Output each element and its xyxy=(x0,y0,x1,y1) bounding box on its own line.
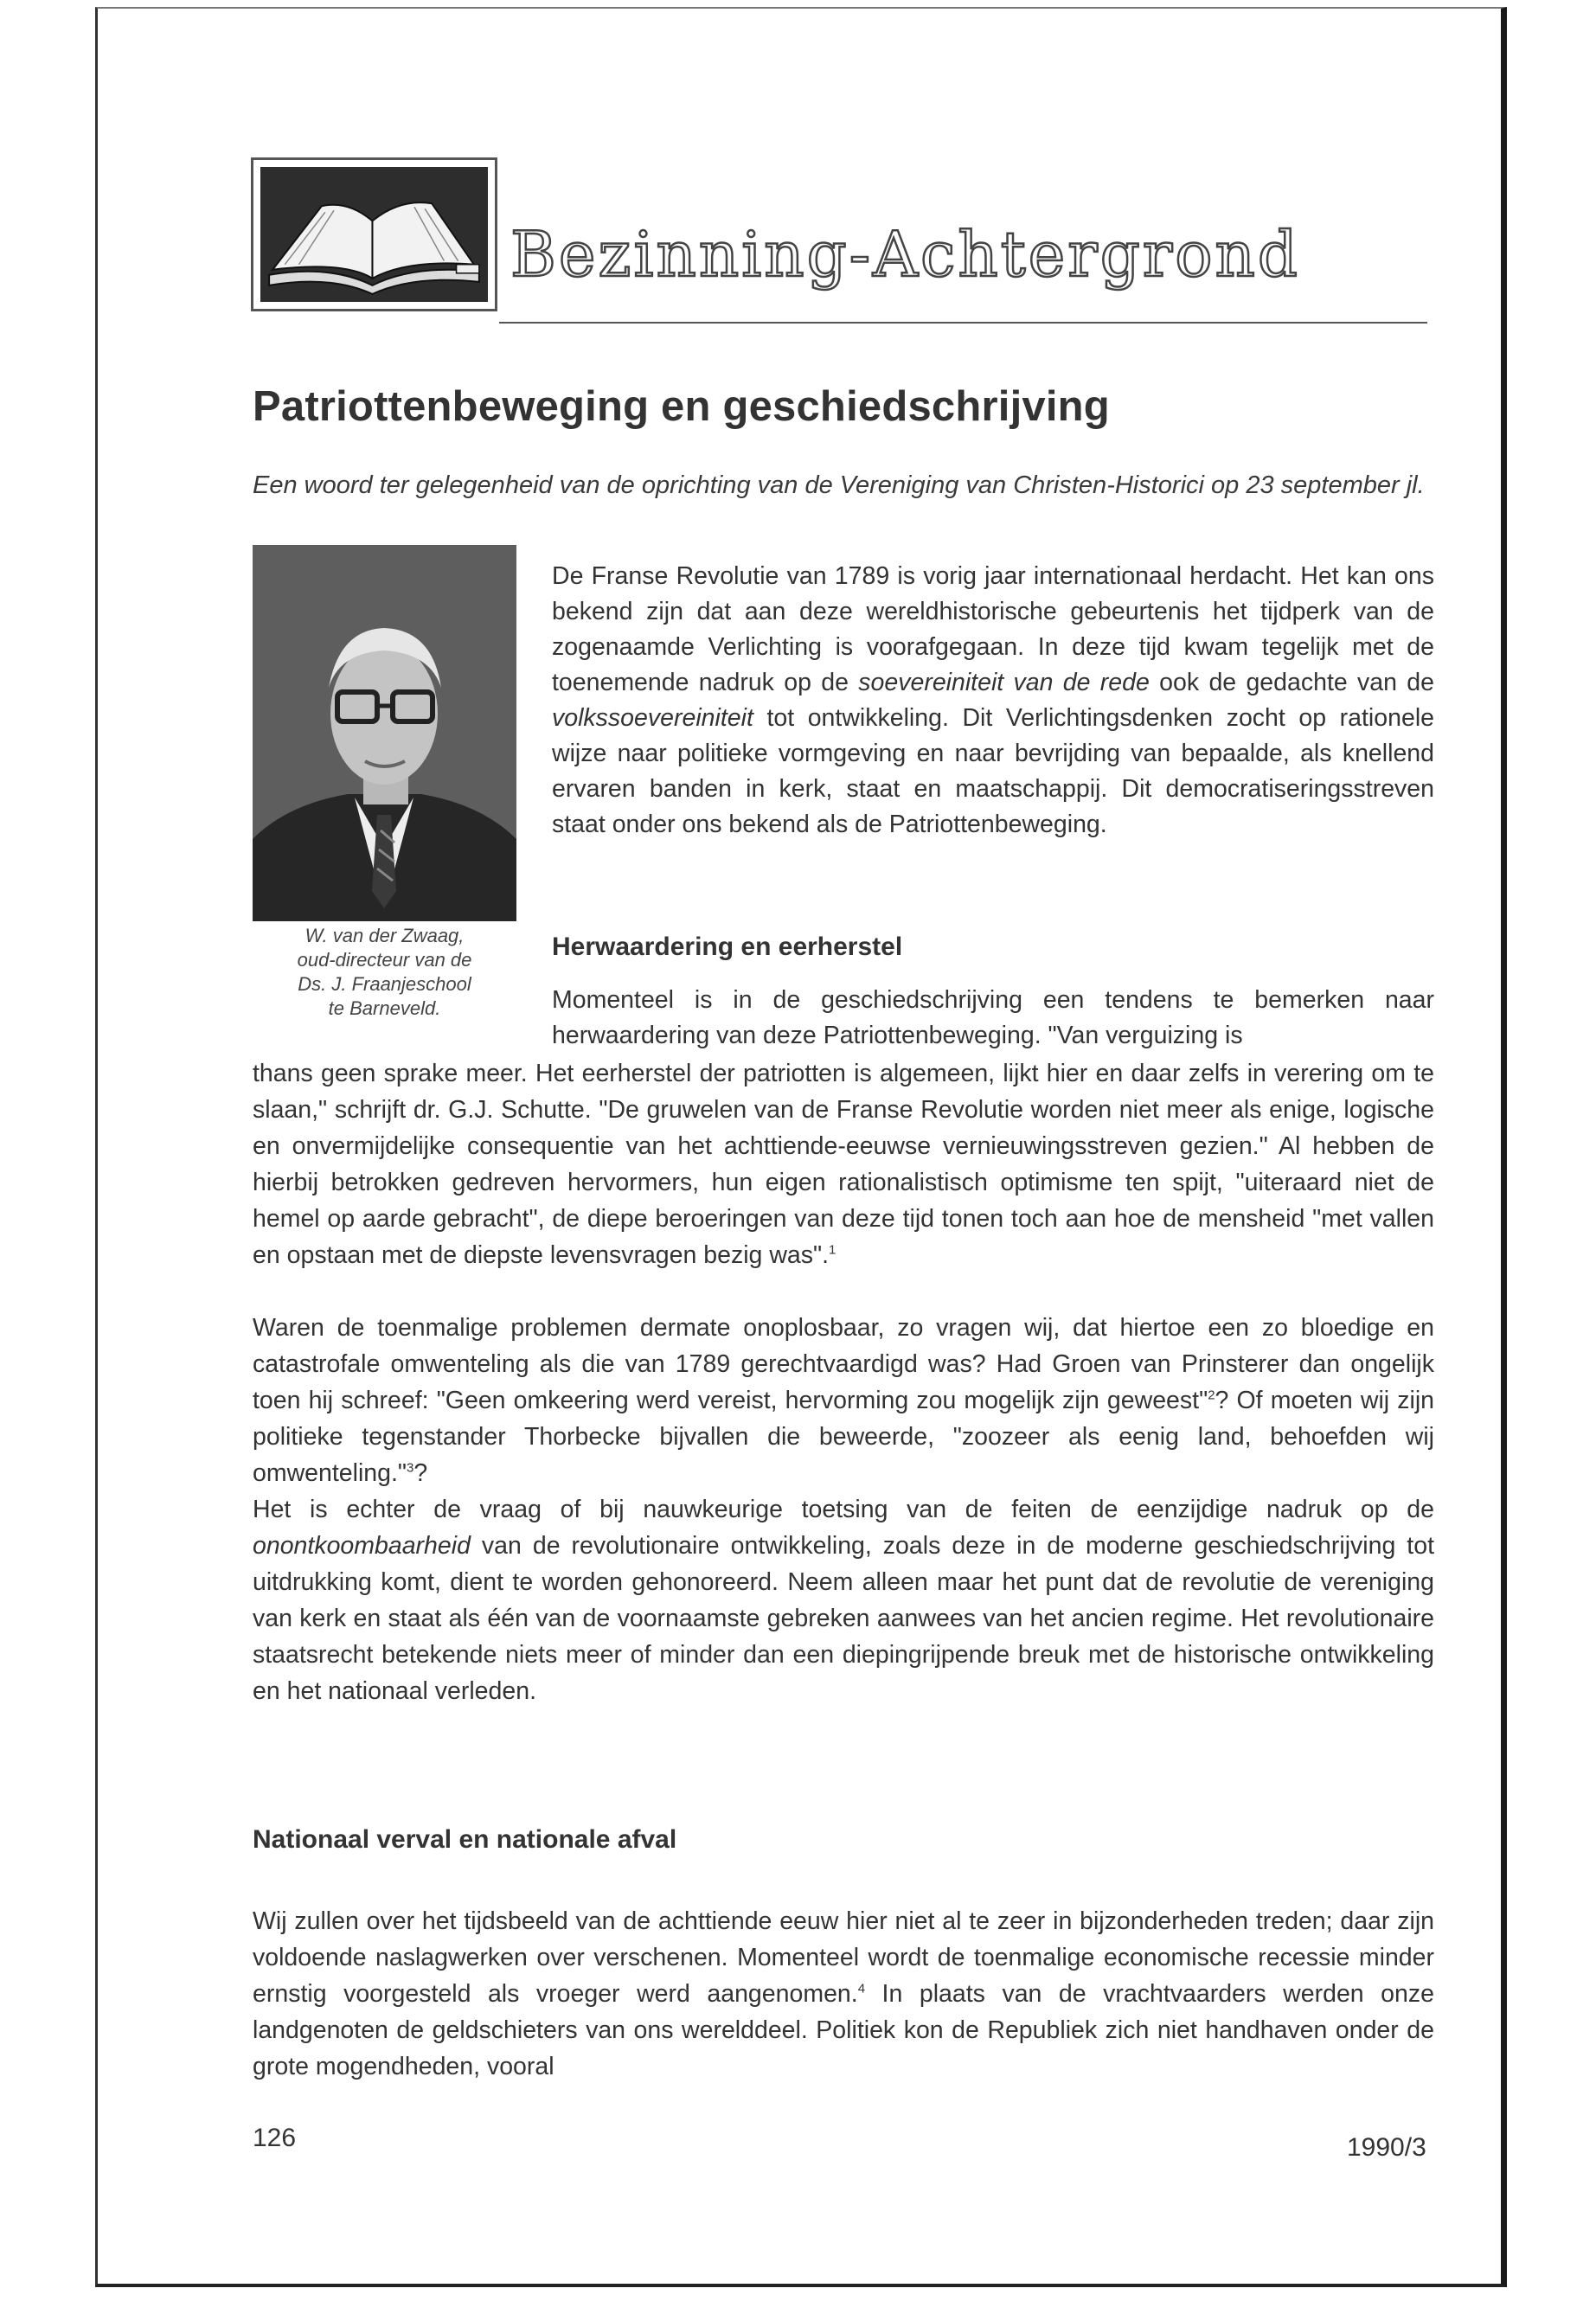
issue-number: 1990/3 xyxy=(1347,2133,1426,2162)
intro-paragraph: De Franse Revolutie van 1789 is vorig jaar internationaal herdacht. Het kan ons bekend zijn dat aan deze wereldhistorische gebeurtenis het tijdperk van de zogenaamde Verlichting is voorafgegaan. In deze tijd kwam tegelijk met de toenemende nadruk op de soevereiniteit van de rede ook de gedachte van de volkssoevereiniteit tot ontwikkeling. Dit Verlichtingsdenken zocht op rationele wijze naar politieke vormgeving en naar bevrijding van bepaalde, als knellend ervaren banden in kerk, staat en maatschappij. Dit democratiseringsstreven staat onder ons bekend als de Patriottenbeweging. xyxy=(552,562,1435,838)
article-title: Patriottenbeweging en geschiedschrijving xyxy=(253,383,1110,430)
paragraph-groen: Waren de toenmalige problemen dermate onoplosbaar, zo vragen wij, dat hiertoe een zo bloedige en catastrofale omwenteling als die van 1789 gerechtvaardigd was? Had Groen van Prinsterer dan ongelijk toen hij schreef: "Geen omkeering werd vereist, hervorming zou mogelijk zijn geweest"$^2$? Of moeten wij zijn politieke tegenstander Thorbecke bijvallen die beweerde, "zoozeer als eenig land, behoefden wij omwenteling."$^3$? xyxy=(253,1314,1434,1487)
footnote-ref[interactable]: 2 xyxy=(1208,1388,1215,1403)
section-heading: Bezinning-Achtergrond xyxy=(510,218,1301,291)
caption-line: te Barneveld. xyxy=(328,997,441,1019)
paragraph-tijdsbeeld: Wij zullen over het tijdsbeeld van de achttiende eeuw hier niet al te zeer in bijzonderheden treden; daar zijn voldoende naslagwerken over verschenen. Momenteel wordt de toenmalige economische recessie minder ernstig voorgesteld als vroeger werd aangenomen.$^4$ In plaats van de vrachtvaarders werden onze landgenoten de geldschieters van ons werelddeel. Politiek kon de Republiek zich niet handhaven onder de grote mogendheden, vooral xyxy=(253,1907,1434,2080)
paragraph-toetsing: Het is echter de vraag of bij nauwkeurige toetsing van de feiten de eenzijdige nadruk op de onontkoombaarheid van de revolutionaire ontwikkeling, zoals deze in de moderne geschiedschrijving tot uitdrukking komt, dient te worden gehonoreerd. Neem alleen maar het punt dat de revolutie de vereniging van kerk en staat als één van de voornaamste gebreken aanwees van het ancien regime. Het revolutionaire staatsrecht betekende niets meer of minder dan een diepingrijpende breuk met de historische ontwikkeling en het nationaal verleden. xyxy=(253,1496,1434,1705)
footnote-ref[interactable]: 3 xyxy=(407,1460,414,1476)
article-subtitle: Een woord ter gelegenheid van de oprichting van de Vereniging van Christen-Historici op 23 september jl. xyxy=(253,471,1425,499)
caption-line: Ds. J. Fraanjeschool xyxy=(298,973,471,995)
footnote-ref[interactable]: 4 xyxy=(857,1981,866,1997)
heading-rule xyxy=(499,322,1427,324)
caption-line: W. van der Zwaag, xyxy=(304,925,465,946)
section-heading-verval: Nationaal verval en nationale afval xyxy=(253,1825,677,1854)
footnote-ref[interactable]: 1 xyxy=(829,1242,836,1258)
author-photo xyxy=(253,545,516,921)
caption-line: oud-directeur van de xyxy=(297,949,472,971)
open-book-icon xyxy=(260,167,488,302)
paragraph-momenteel-rest: thans geen sprake meer. Het eerherstel der patriotten is algemeen, lijkt hier en daar zelfs in verering om te slaan," schrijft dr. G.J. Schutte. "De gruwelen van de Franse Revolutie worden niet meer als enige, logische en onvermijdelijke consequentie van het achttiende-eeuwse vernieuwingsstreven gezien." Al hebben de hierbij betrokken gedreven hervormers, hun eigen rationalistisch optimisme ten spijt, "uiteraard niet de hemel op aarde gebracht", de diepe beroeringen van deze tijd tonen toch aan hoe de mensheid "met vallen en opstaan met de diepste levensvragen bezig was".$^1$ xyxy=(253,1060,1434,1269)
page-number: 126 xyxy=(253,2124,297,2152)
paragraph-momenteel-start: Momenteel is in de geschiedschrijving een tendens te bemerken naar herwaardering van deze Patriottenbeweging. "Van verguizing is xyxy=(552,986,1434,1049)
section-heading-herwaardering: Herwaardering en eerherstel xyxy=(552,933,903,961)
section-logo xyxy=(251,157,497,311)
photo-caption xyxy=(253,924,516,1021)
